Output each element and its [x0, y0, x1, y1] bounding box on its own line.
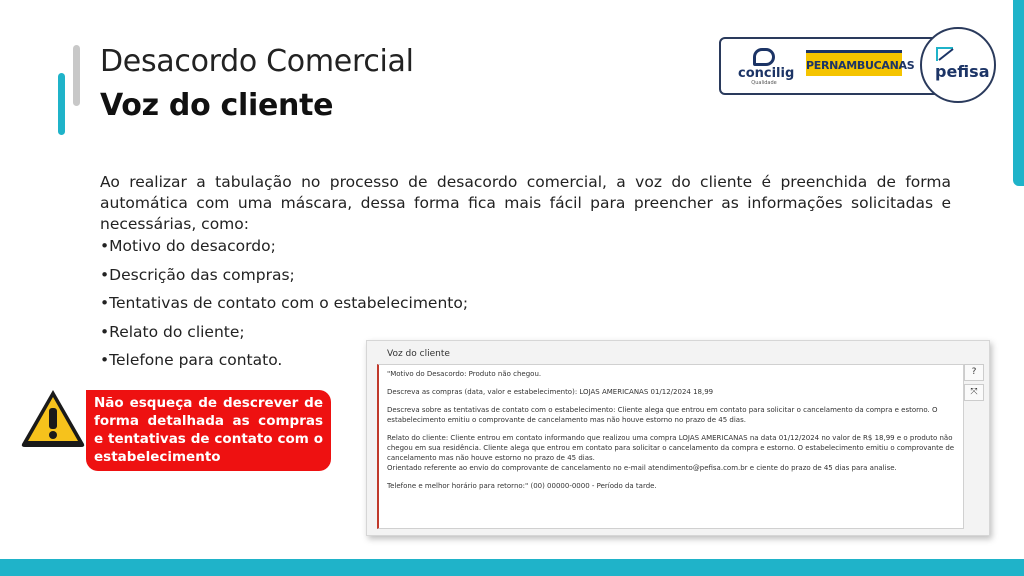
side-accent-bar	[1013, 0, 1024, 186]
bottom-accent-bar	[0, 559, 1024, 576]
concilig-tagline: Qualidade	[751, 80, 777, 86]
warning-callout: Não esqueça de descrever de forma detalhada as compras e tentativas de contato com o estabelecimento	[86, 390, 331, 471]
panel-title: Voz do cliente	[387, 349, 450, 359]
accent-bar-gray	[73, 45, 80, 106]
field-line-telefone: Telefone e melhor horário para retorno:" (00) 00000-0000 - Período da tarde.	[387, 482, 657, 490]
concilig-wordmark: concilig	[738, 66, 795, 81]
expand-button[interactable]: ⤧	[964, 384, 984, 401]
concilig-logo	[738, 48, 795, 86]
pernambucanas-logo: PERNAMBUCANAS	[806, 50, 902, 76]
slide-subtitle: Voz do cliente	[100, 88, 334, 123]
field-line-orientacao: Orientado referente ao envio do comprovante de cancelamento no e-mail atendimento@pefisa.com.br e ciente do prazo de 45 dias para analise.	[387, 464, 897, 472]
slide-title: Desacordo Comercial	[100, 44, 414, 79]
intro-paragraph: Ao realizar a tabulação no processo de desacordo comercial, a voz do cliente é preenchida de forma automática com uma máscara, dessa forma fica mais fácil para preencher as informações solicitadas e necessárias, como:	[100, 173, 951, 233]
pefisa-mark-icon	[935, 46, 957, 62]
list-item: •Motivo do desacordo;	[100, 237, 276, 255]
voz-do-cliente-textarea[interactable]	[377, 364, 964, 529]
field-line-motivo: "Motivo do Desacordo: Produto não chegou.	[387, 370, 542, 378]
warning-icon	[19, 386, 87, 450]
list-item: •Tentativas de contato com o estabelecimento;	[100, 294, 469, 312]
voz-do-cliente-screenshot	[366, 340, 990, 536]
list-item: •Telefone para contato.	[100, 351, 283, 369]
list-item: •Relato do cliente;	[100, 322, 245, 341]
concilig-bubble-icon	[753, 48, 775, 66]
pefisa-wordmark: pefisa	[935, 62, 990, 81]
field-line-compras: Descreva as compras (data, valor e estabelecimento): LOJAS AMERICANAS 01/12/2024 18,99	[387, 388, 714, 396]
field-line-tentativas: Descreva sobre as tentativas de contato com o estabelecimento: Cliente alega que entrou em contato para solicitar o cancelamento da compra e estorno. O estabelecimento emitiu o comprovante de cancelamento mas não houve estorno no prazo de 45 dias.	[387, 406, 938, 424]
field-line-relato: Relato do cliente: Cliente entrou em contato informando que realizou uma compra LOJAS AMERICANAS na data 01/12/2024 no valor de R$ 18,99 e o produto não chegou em sua residência. Cliente alega que entrou em contato para solicitar o cancelamento da compra e estorno. O estabelecimento emitiu o comprovante de cancelamento mas não houve estorno no prazo de 45 dias.	[387, 434, 955, 462]
accent-bar-teal	[58, 73, 65, 135]
list-item: •Descrição das compras;	[100, 265, 295, 284]
help-button[interactable]: ?	[964, 364, 984, 381]
